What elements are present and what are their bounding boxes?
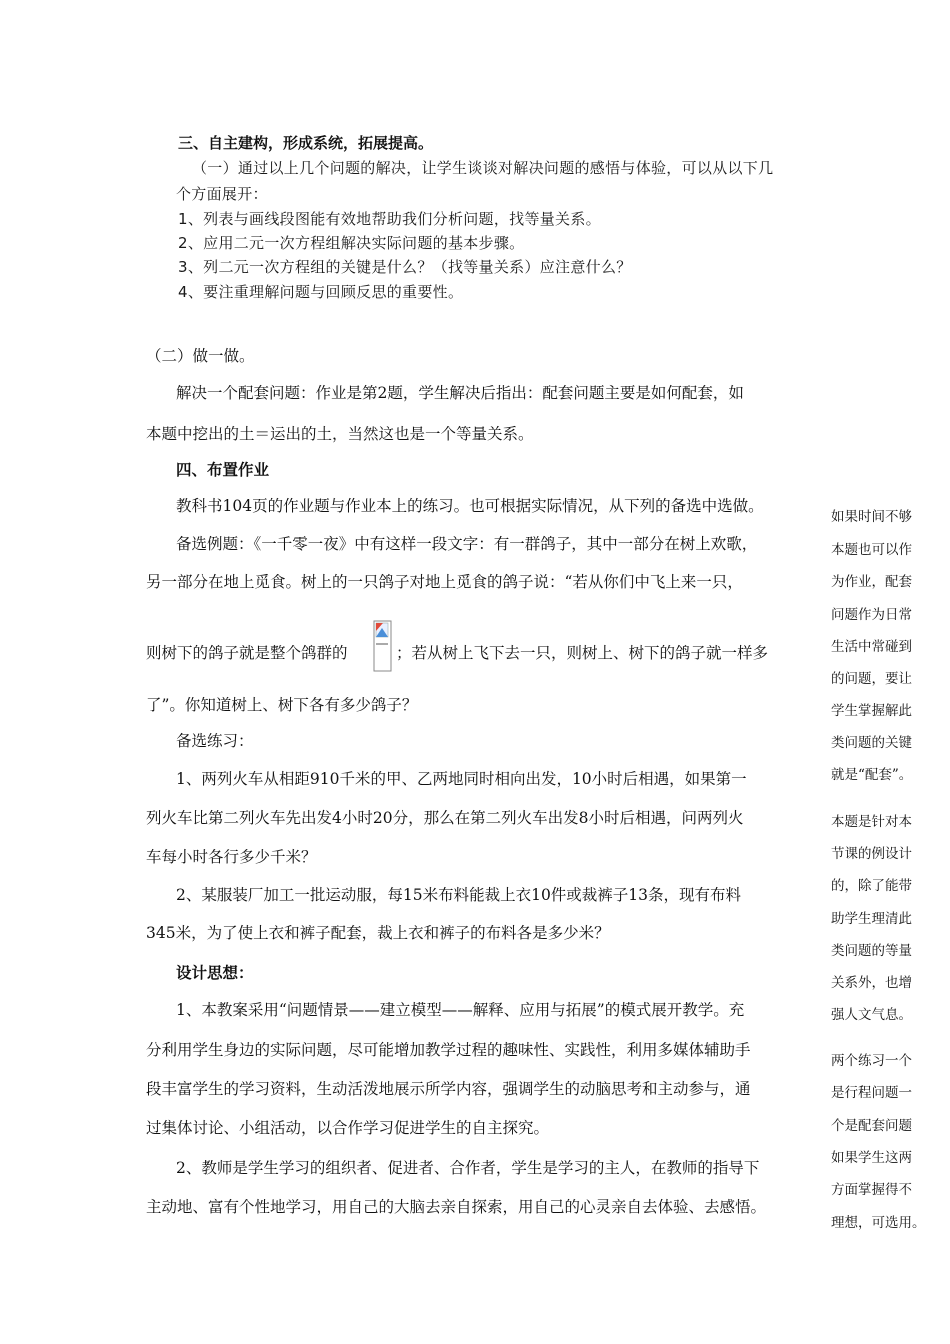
sidebar-note-line: 的，除了能带: [831, 878, 912, 894]
sidebar-note-line: 类问题的等量: [831, 943, 912, 959]
sidebar-note-line: 本题是针对本: [831, 814, 912, 830]
sidebar-note-line: 类问题的关键: [831, 735, 912, 751]
sidebar-note-line: 的问题，要让: [831, 671, 912, 687]
section3-item-2: 2、应用二元一次方程组解决实际问题的基本步骤。: [178, 234, 525, 252]
design2-line2: 主动地、富有个性地学习，用自己的大脑去亲自探索，用自己的心灵亲自去体验、去感悟。: [146, 1198, 767, 1216]
practice-heading: 备选练习：: [176, 732, 254, 750]
section3-item-4: 4、要注重理解问题与回顾反思的重要性。: [178, 283, 464, 301]
practice2-line2: 345米，为了使上衣和裤子配套，裁上衣和裤子的布料各是多少米？: [146, 924, 610, 942]
sidebar-note-line: 本题也可以作: [831, 542, 912, 558]
sidebar-note-line: 助学生理清此: [831, 911, 912, 927]
part2-heading: （二）做一做。: [146, 347, 255, 365]
sidebar-note-line: 关系外，也增: [831, 975, 912, 991]
design1-line3: 段丰富学生的学习资料，生动活泼地展示所学内容，强调学生的动脑思考和主动参与，通: [146, 1080, 751, 1098]
sidebar-note-line: 如果学生这两: [831, 1150, 912, 1166]
sidebar-note-line: 就是“配套”。: [831, 767, 913, 783]
section3-item-3: 3、列二元一次方程组的关键是什么？（找等量关系）应注意什么？: [178, 258, 632, 276]
practice1-line1: 1、两列火车从相距910千米的甲、乙两地同时相向出发，10小时后相遇，如果第一: [176, 770, 747, 788]
section4-line1: 教科书104页的作业题与作业本上的练习。也可根据实际情况，从下列的备选中选做。: [176, 497, 764, 515]
example-line3a: 则树下的鸽子就是整个鸽群的: [146, 644, 348, 662]
example-line2: 另一部分在地上觅食。树上的一只鸽子对地上觅食的鸽子说：“若从你们中飞上来一只，: [146, 573, 743, 591]
sidebar-note-line: 学生掌握解此: [831, 703, 912, 719]
sidebar-note-line: 生活中常碰到: [831, 639, 912, 655]
section3-intro-line1: （一）通过以上几个问题的解决，让学生谈谈对解决问题的感悟与体验，可以从以下几: [192, 159, 774, 177]
part2-para-line1: 解决一个配套问题：作业是第2题，学生解决后指出：配套问题主要是如何配套，如: [176, 384, 744, 402]
sidebar-note-line: 节课的例设计: [831, 846, 912, 862]
design-heading: 设计思想：: [176, 963, 254, 982]
design1-line2: 分利用学生身边的实际问题，尽可能增加教学过程的趣味性、实践性，利用多媒体辅助手: [146, 1041, 751, 1059]
sidebar-note-line: 个是配套问题: [831, 1118, 912, 1134]
sidebar-note-line: 方面掌握得不: [831, 1182, 912, 1198]
practice2-line1: 2、某服装厂加工一批运动服，每15米布料能裁上衣10件或裁裤子13条，现有布料: [176, 886, 742, 904]
sidebar-note-line: 如果时间不够: [831, 509, 912, 525]
sidebar-note-line: 强人文气息。: [831, 1007, 912, 1023]
practice1-line2: 列火车比第二列火车先出发4小时20分，那么在第二列火车出发8小时后相遇，问两列火: [146, 809, 744, 827]
design2-line1: 2、教师是学生学习的组织者、促进者、合作者，学生是学习的主人，在教师的指导下: [176, 1159, 760, 1177]
example-line1: 备选例题：《一千零一夜》中有这样一段文字：有一群鸽子，其中一部分在树上欢歌，: [176, 535, 758, 553]
fraction-image-icon: [373, 620, 393, 672]
part2-para-line2: 本题中挖出的土＝运出的土，当然这也是一个等量关系。: [146, 425, 534, 443]
sidebar-note-line: 是行程问题一: [831, 1085, 912, 1101]
sidebar-note-line: 为作业，配套: [831, 574, 912, 590]
sidebar-note-line: 理想，可选用。: [831, 1215, 926, 1231]
sidebar-note-line: 问题作为日常: [831, 607, 912, 623]
section3-heading: 三、自主建构，形成系统，拓展提高。: [178, 134, 434, 152]
example-line4: 了”。你知道树上、树下各有多少鸽子？: [146, 696, 418, 714]
design1-line4: 过集体讨论、小组活动，以合作学习促进学生的自主探究。: [146, 1119, 550, 1137]
sidebar-note-line: 两个练习一个: [831, 1053, 912, 1069]
example-line3b: ；若从树上飞下去一只，则树上、树下的鸽子就一样多: [396, 644, 769, 662]
practice1-line3: 车每小时各行多少千米？: [146, 848, 317, 866]
section4-heading: 四、布置作业: [176, 460, 270, 479]
design1-line1: 1、本教案采用“问题情景——建立模型——解释、应用与拓展”的模式展开教学。充: [176, 1001, 745, 1019]
section3-intro-line2: 个方面展开：: [176, 185, 268, 203]
section3-item-1: 1、列表与画线段图能有效地帮助我们分析问题，找等量关系。: [178, 210, 601, 228]
